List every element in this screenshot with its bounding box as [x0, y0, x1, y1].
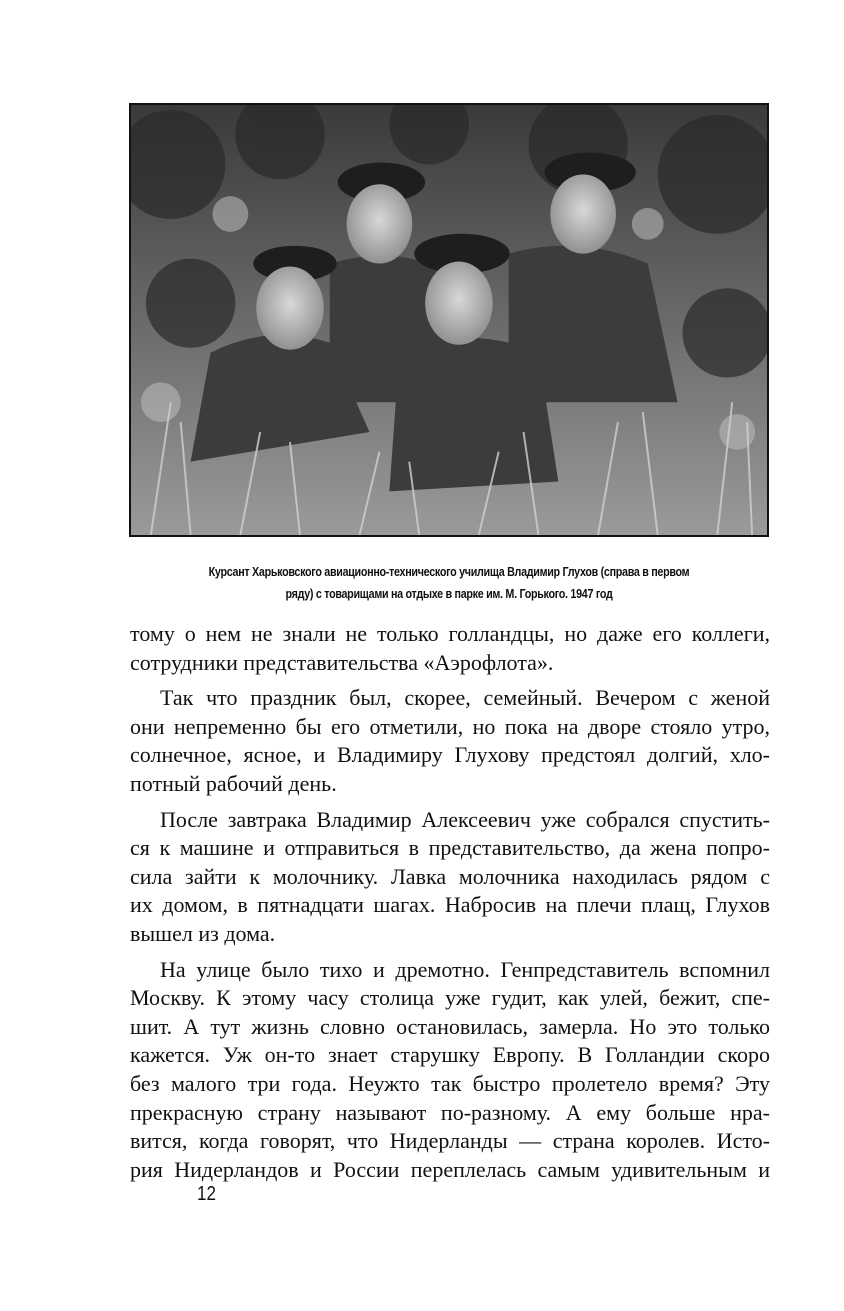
- paragraph: [130, 956, 770, 1185]
- caption-line: ряду) с товарищами на отдыхе в парке им. М. Горького. 1947 год: [285, 587, 613, 601]
- text-line: Так что праздник был, скорее, семейный. Вечером с женой: [160, 685, 770, 711]
- text-line: они непременно бы его отметили, но пока на дворе стояло утро,: [130, 713, 770, 739]
- text-line: шит. А тут жизнь словно остановилась, замерла. Но это только: [130, 1013, 770, 1039]
- text-line: солнечное, ясное, и Владимиру Глухову предстоял долгий, хло-: [130, 742, 770, 768]
- text-line: тому о нем не знали не только голландцы, но даже его коллеги,: [130, 621, 770, 646]
- text-line: рия Нидерландов и России переплелась самым удивительным и: [130, 1156, 770, 1182]
- text-line: без малого три года. Неужто так быстро пролетело время? Эту: [130, 1070, 770, 1096]
- text-line: вится, когда говорят, что Нидерланды — страна королев. Исто-: [130, 1128, 770, 1154]
- caption-line: Курсант Харьковского авиационно-технического училища Владимир Глухов (справа в первом: [208, 565, 690, 579]
- text-line: вышел из дома.: [130, 920, 276, 946]
- body-text: [130, 620, 770, 1191]
- text-line: кажется. Уж он-то знает старушку Европу. В Голландии скоро: [130, 1042, 770, 1068]
- paragraph: [130, 620, 770, 677]
- photo-caption: [179, 561, 719, 605]
- text-line: потный рабочий день.: [130, 770, 337, 796]
- text-line: Москву. К этому часу столица уже гудит, как улей, бежит, спе-: [130, 985, 770, 1011]
- page-number: 12: [197, 1183, 216, 1205]
- text-line: их домом, в пятнадцати шагах. Набросив на плечи плащ, Глухов: [130, 892, 770, 918]
- text-line: сотрудники представительства «Аэрофлота».: [130, 649, 554, 675]
- text-line: сила зайти к молочнику. Лавка молочника находилась рядом с: [130, 863, 770, 889]
- text-line: прекрасную страну называют по-разному. А ему больше нра-: [130, 1099, 770, 1125]
- photo-image: [131, 105, 767, 535]
- paragraph: [130, 806, 770, 949]
- text-line: После завтрака Владимир Алексеевич уже собрался спустить-: [160, 806, 770, 832]
- text-line: ся к машине и отправиться в представительство, да жена попро-: [130, 835, 770, 861]
- paragraph: [130, 684, 770, 798]
- text-line: На улице было тихо и дремотно. Генпредставитель вспомнил: [160, 956, 770, 982]
- photograph: [129, 103, 769, 537]
